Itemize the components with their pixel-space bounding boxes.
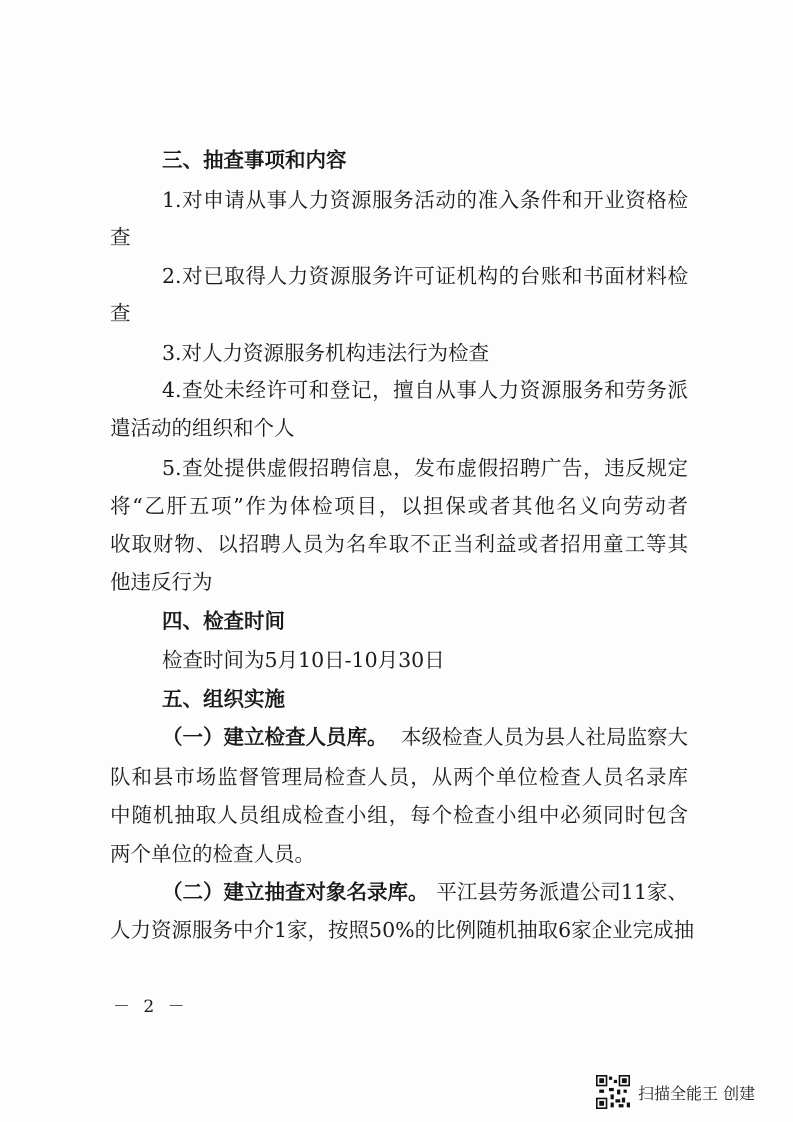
page-number: － 2 － [113, 997, 189, 1017]
para-1-line-3: 中随机抽取人员组成检查小组，每个检查小组中必须同时包含 [110, 803, 688, 827]
para-2-line-2: 人力资源服务中介1家，按照50%的比例随机抽取6家企业完成抽 [110, 918, 695, 942]
para-2-title: （二）建立抽查对象名录库。 [162, 880, 429, 904]
item-3: 3.对人力资源服务机构违法行为检查 [162, 341, 490, 365]
item-4-line-1: 4.查处未经许可和登记，擅自从事人力资源服务和劳务派 [162, 378, 688, 402]
section-4-heading: 四、检查时间 [162, 609, 285, 633]
para-1-line-1-text: 本级检查人员为县人社局监察大 [401, 725, 688, 749]
item-2-line-2: 查 [110, 301, 131, 325]
qr-code-icon [596, 1075, 630, 1109]
item-1-line-2: 查 [110, 225, 131, 249]
para-1-line-2: 队和县市场监督管理局检查人员，从两个单位检查人员名录库 [110, 765, 688, 789]
section-4-text: 检查时间为5月10日-10月30日 [162, 648, 445, 672]
scanner-watermark [596, 1072, 755, 1112]
item-4-line-2: 遣活动的组织和个人 [110, 416, 295, 440]
para-2-line-1 [162, 878, 688, 906]
para-1-title: （一）建立检查人员库。 [162, 725, 388, 749]
section-5-heading: 五、组织实施 [162, 687, 285, 711]
item-2-line-1: 2.对已取得人力资源服务许可证机构的台账和书面材料检 [162, 264, 688, 288]
para-2-line-1-text: 平江县劳务派遣公司11家、 [436, 880, 688, 904]
watermark-text: 扫描全能王 创建 [638, 1083, 756, 1103]
para-1-line-1 [162, 723, 688, 751]
item-5-line-2: 将“乙肝五项”作为体检项目，以担保或者其他名义向劳动者 [110, 494, 688, 518]
item-5-line-4: 他违反行为 [110, 570, 213, 594]
item-5-line-1: 5.查处提供虚假招聘信息，发布虚假招聘广告，违反规定 [162, 456, 688, 480]
item-5-line-3: 收取财物、以招聘人员为名牟取不正当利益或者招用童工等其 [110, 532, 688, 556]
item-1-line-1: 1.对申请从事人力资源服务活动的准入条件和开业资格检 [162, 188, 688, 212]
para-1-line-4: 两个单位的检查人员。 [110, 842, 315, 866]
section-3-heading: 三、抽查事项和内容 [162, 148, 347, 172]
